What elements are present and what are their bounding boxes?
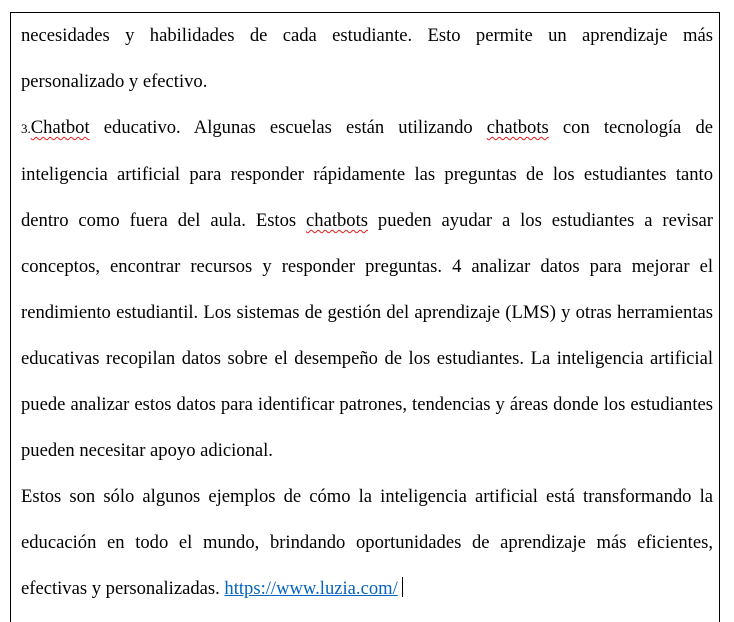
misspelled-word-chatbots[interactable]: chatbots — [486, 117, 549, 138]
luzia-link[interactable]: https://www.luzia.com/ — [224, 578, 398, 599]
paragraph-2-text-a: educativo. Algunas escuelas están utilizando — [89, 117, 487, 138]
paragraph-3-text: Estos son sólo algunos ejemplos de cómo la inteligencia artificial está transformando la educación en todo el mundo, brindando oportunidades de aprendizaje más eficientes, efectivas y personalizadas. — [21, 486, 713, 599]
paragraph-2-text-c: pueden ayudar a los estudiantes a revisar conceptos, encontrar recursos y responder preguntas. 4 analizar datos para mejorar el rendimiento estudiantil. Los sistemas de gestión del aprendizaje (LMS) y otras herramientas educativas recopilan datos sobre el desempeño de los estudiantes. La inteligencia artificial puede analizar estos datos para identificar patrones, tendencias y áreas donde los estudiantes pueden necesitar apoyo adicional. — [21, 210, 713, 461]
document-body[interactable] — [21, 13, 713, 612]
paragraph-2-text-b: con tecnología de inteligencia artificial para responder rápidamente las preguntas de los estudiantes tanto dentro como fuera del aula. Estos — [21, 117, 713, 231]
text-cursor — [402, 577, 403, 597]
misspelled-word-chatbot[interactable]: Chatbot — [30, 117, 90, 138]
paragraph-2 — [21, 105, 713, 474]
paragraph-1-text: necesidades y habilidades de cada estudiante. Esto permite un aprendizaje más personalizado y efectivo. — [21, 25, 713, 92]
paragraph-1 — [21, 13, 713, 105]
misspelled-word-chatbots-2[interactable]: chatbots — [306, 210, 368, 231]
paragraph-3 — [21, 474, 713, 612]
list-number: 3. — [21, 121, 31, 136]
